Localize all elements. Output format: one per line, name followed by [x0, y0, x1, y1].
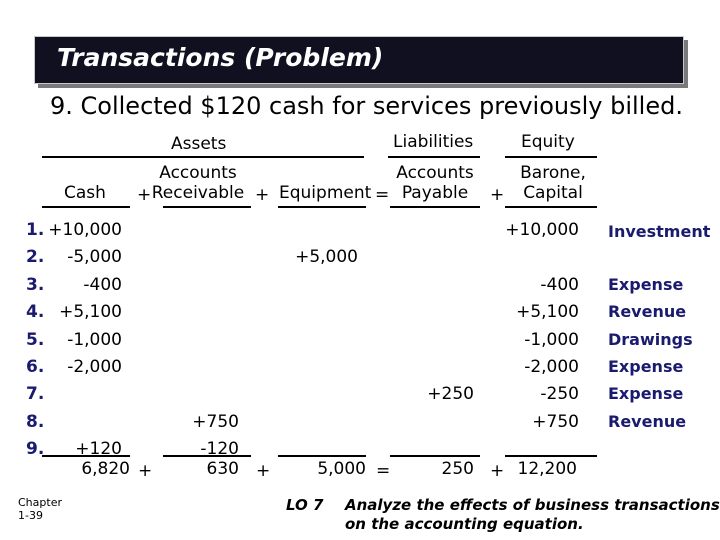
header-plus-3: + [490, 185, 505, 205]
row-number: 6. [26, 357, 45, 377]
equipment-header: Equipment [279, 183, 372, 203]
capital-header-line1: Barone, [520, 163, 586, 183]
capital-cell: -250 [540, 384, 579, 405]
capital-cell: +10,000 [505, 220, 579, 240]
liabilities-header: Liabilities [393, 132, 474, 152]
cash-cell: -1,000 [67, 329, 122, 350]
objective-line1: Analyze the effects of business transactions [345, 496, 720, 514]
row-number: 5. [26, 329, 45, 350]
ar-header-line2: Receivable [151, 183, 245, 203]
transaction-type-label: Expense [608, 274, 684, 294]
ap-header-underline [390, 206, 480, 208]
capital-total: 12,200 [517, 459, 577, 479]
assets-header: Assets [171, 134, 227, 154]
transaction-type-label: Drawings [608, 329, 693, 349]
row-number: 4. [26, 302, 45, 323]
ap-header-line2: Payable [401, 183, 469, 203]
cash-cell: -2,000 [67, 357, 122, 377]
problem-statement: 9. Collected $120 cash for services previously billed. [50, 92, 683, 120]
chapter-label [18, 496, 62, 522]
row-number: 8. [26, 411, 45, 432]
transaction-type-label: Revenue [608, 302, 687, 322]
title-banner [34, 36, 684, 84]
transaction-type-label: Revenue [608, 411, 687, 431]
objective-line2: on the accounting equation. [345, 515, 584, 533]
ap-total: 250 [441, 459, 474, 479]
ap-cell: +250 [427, 384, 474, 405]
ar-total-line [163, 455, 251, 457]
equipment-header-underline [278, 206, 366, 208]
equipment-total: 5,000 [317, 459, 366, 479]
chapter-line1: Chapter [18, 496, 62, 509]
row-number: 2. [26, 247, 45, 268]
total-plus-2: + [256, 461, 271, 481]
header-plus-2: + [255, 185, 270, 205]
cash-cell: -400 [83, 274, 122, 295]
row-number: 9. [26, 439, 45, 460]
capital-header-line2: Capital [523, 183, 583, 203]
ap-total-line [390, 455, 480, 457]
equity-underline [505, 156, 597, 158]
cash-cell: +5,100 [59, 302, 122, 323]
ar-total: 630 [206, 459, 239, 479]
capital-cell: +5,100 [516, 302, 579, 323]
ar-cell: +750 [192, 411, 239, 432]
header-plus-1: + [137, 185, 152, 205]
transaction-type-label: Expense [608, 357, 684, 376]
row-number: 7. [26, 384, 45, 405]
equipment-total-line [278, 455, 366, 457]
cash-total: 6,820 [81, 459, 130, 479]
header-equals: = [375, 185, 390, 205]
equipment-cell: +5,000 [295, 247, 358, 268]
equity-header: Equity [521, 132, 575, 152]
cash-header: Cash [64, 183, 106, 203]
cash-cell: -5,000 [67, 247, 122, 268]
capital-total-line [505, 455, 597, 457]
slide-title: Transactions (Problem) [57, 43, 384, 72]
ar-header-underline [163, 206, 251, 208]
ap-header-line1: Accounts [396, 163, 474, 183]
cash-total-line [42, 455, 130, 457]
cash-cell: +10,000 [48, 220, 122, 240]
total-equals: = [376, 461, 391, 481]
assets-underline [42, 156, 364, 158]
capital-cell: -2,000 [524, 357, 579, 377]
row-number: 3. [26, 274, 45, 295]
chapter-line2: 1-39 [18, 509, 43, 522]
total-plus-3: + [490, 461, 505, 481]
liabilities-underline [388, 156, 480, 158]
capital-cell: -400 [540, 274, 579, 295]
ar-header-line1: Accounts [159, 163, 237, 183]
cash-header-underline [42, 206, 130, 208]
learning-objective-text [345, 496, 720, 534]
capital-cell: -1,000 [524, 329, 579, 350]
cash-cell: +120 [75, 439, 122, 460]
transaction-type-label: Expense [608, 384, 684, 404]
learning-objective-number: LO 7 [286, 496, 324, 514]
total-plus-1: + [138, 461, 153, 481]
ar-cell: -120 [200, 439, 239, 460]
capital-cell: +750 [532, 411, 579, 432]
transaction-type-label: Investment [608, 222, 711, 241]
capital-header-underline [505, 206, 597, 208]
row-number: 1. [26, 220, 45, 240]
